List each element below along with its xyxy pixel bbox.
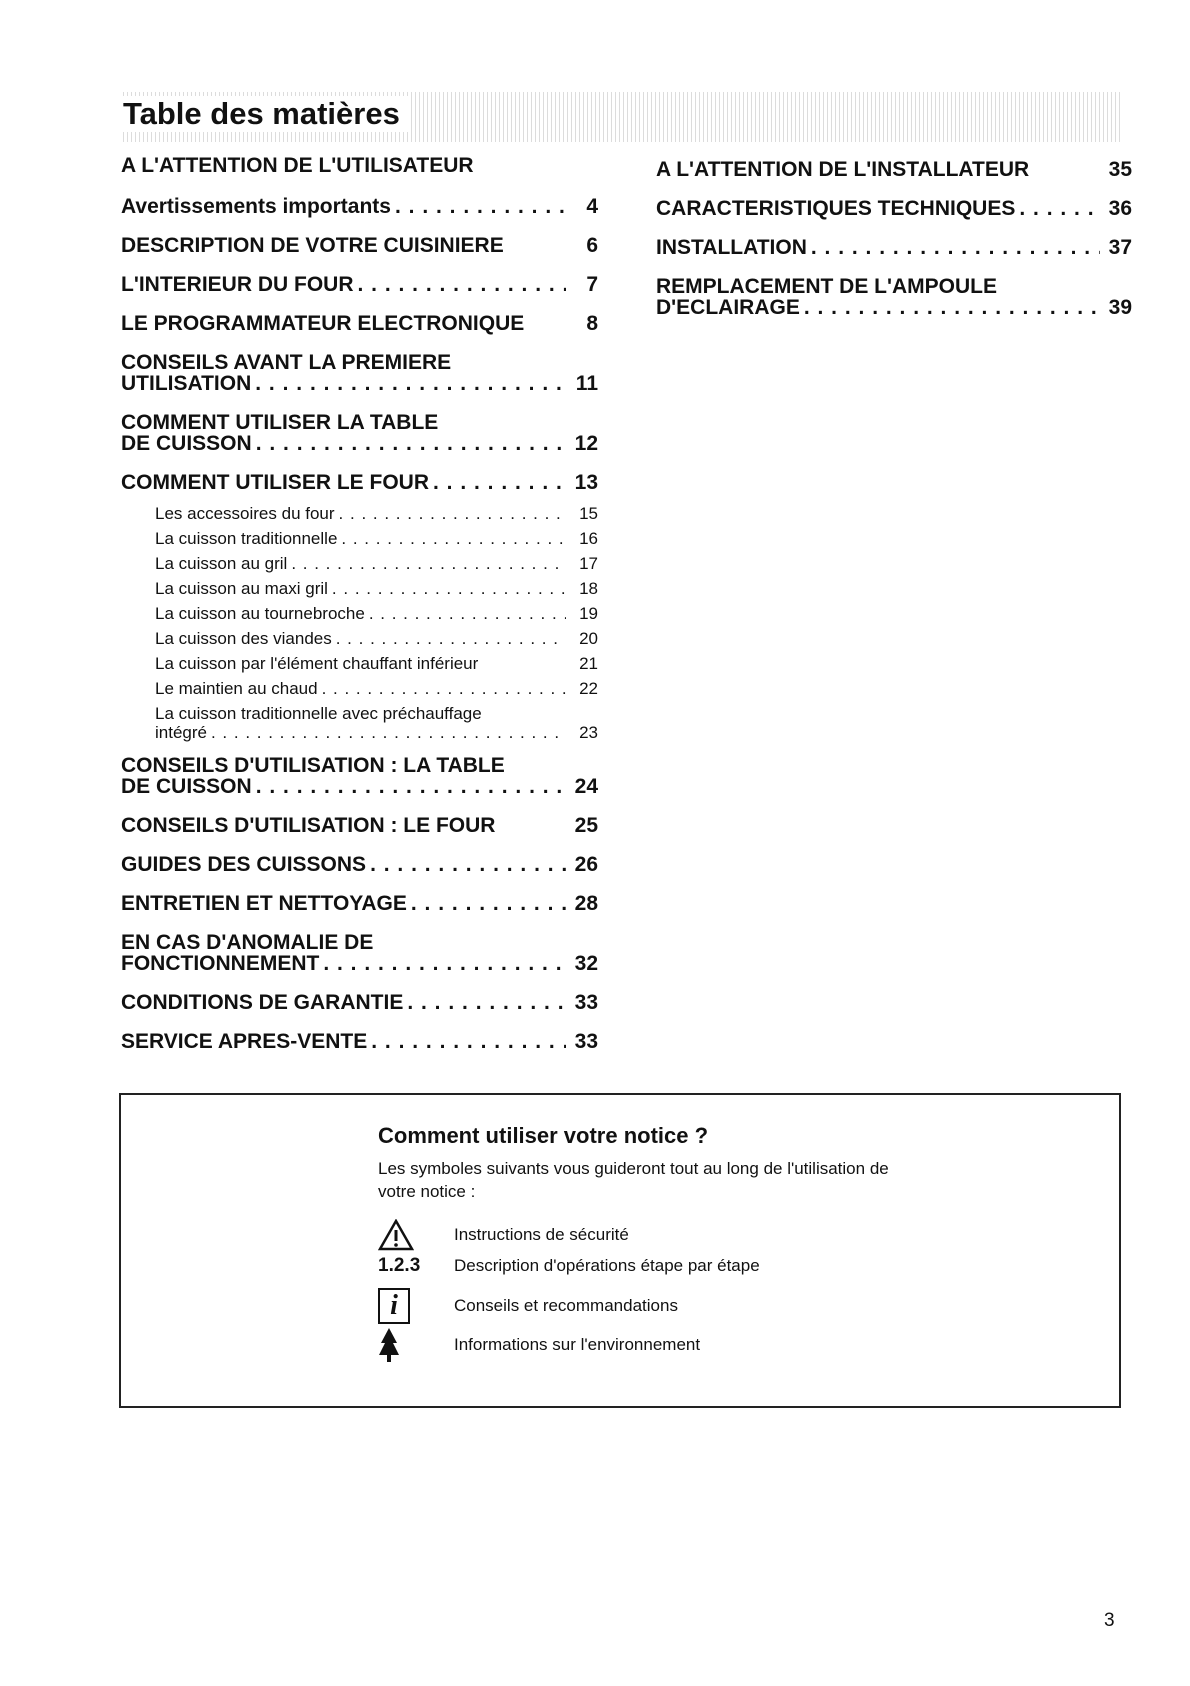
toc-entry-label: Avertissements importants [121,195,391,218]
steps-number: 1.2.3 [378,1255,421,1276]
page-title: Table des matières [123,96,410,132]
toc-subentry[interactable] [121,580,598,597]
symbol-text: Conseils et recommandations [454,1296,678,1315]
leader-dots [407,893,566,914]
toc-entry-page: 32 [574,952,598,975]
leader-dots [319,953,566,974]
warning-triangle-icon [378,1219,454,1251]
toc-entry-page: 13 [574,471,598,494]
leader-dots [391,196,566,217]
toc-subentry-label: La cuisson par l'élément chauffant inférieur [155,654,479,673]
tree-icon [378,1327,454,1363]
toc-entry-label: ENTRETIEN ET NETTOYAGE [121,892,407,915]
toc-subentry-page: 21 [579,654,598,673]
toc-entry[interactable] [121,235,598,256]
toc-entry-label: UTILISATION [121,372,252,395]
toc-subentry-page: 18 [579,579,598,598]
toc-subentry-page: 23 [579,723,598,742]
toc-entry-page: 36 [1108,197,1132,220]
toc-entry-page: 7 [586,273,598,296]
toc-entry-line1: CONSEILS AVANT LA PREMIERE [121,351,452,374]
toc-entry[interactable] [121,815,598,836]
toc-entry-page: 39 [1108,296,1132,319]
toc-entry[interactable] [656,159,1132,180]
toc-entry[interactable] [121,472,598,493]
toc-entry-line1: REMPLACEMENT DE L'AMPOULE [656,275,997,298]
toc-entry[interactable] [121,412,598,454]
toc-subentry[interactable] [121,555,598,572]
leader-dots [328,580,566,597]
toc-entry-label: L'INTERIEUR DU FOUR [121,273,354,296]
toc-subentry[interactable] [121,655,598,672]
toc-entry[interactable] [121,854,598,875]
toc-entry-label: DE CUISSON [121,775,252,798]
toc-subentry-page: 16 [579,529,598,548]
toc-subentry-line1: La cuisson traditionnelle avec préchauffage [155,704,482,723]
leader-dots [429,472,566,493]
toc-entry-label: GUIDES DES CUISSONS [121,853,367,876]
symbol-row [378,1288,678,1324]
toc-entry-page: 33 [574,1030,598,1053]
leader-dots [366,854,566,875]
toc-left-column [121,154,598,1070]
leader-dots [403,992,566,1013]
toc-subentry-label: La cuisson au gril [155,554,288,573]
toc-entry[interactable] [656,276,1132,318]
toc-subentry-page: 17 [579,554,598,573]
symbol-row [378,1255,760,1277]
toc-entry-label: D'ECLAIRAGE [656,296,800,319]
toc-entry-page: 8 [586,312,598,335]
toc-entry[interactable] [121,274,598,295]
toc-entry-page: 35 [1108,158,1132,181]
symbol-text: Instructions de sécurité [454,1225,629,1244]
toc-entry-label: INSTALLATION [656,236,807,259]
toc-subentry-label: Le maintien au chaud [155,679,318,698]
toc-entry[interactable] [121,755,598,797]
symbol-text: Description d'opérations étape par étape [454,1256,760,1275]
info-icon: i [378,1288,410,1324]
toc-entry[interactable] [121,196,598,217]
leader-dots [207,724,566,741]
leader-dots [252,433,566,454]
notice-title: Comment utiliser votre notice ? [378,1123,709,1148]
toc-entry-label: A L'ATTENTION DE L'INSTALLATEUR [656,158,1030,181]
toc-entry-page: 37 [1108,236,1132,259]
page-number: 3 [1104,1610,1115,1631]
leader-dots [335,505,566,522]
toc-subentry-label: La cuisson au tournebroche [155,604,365,623]
leader-dots [800,297,1100,318]
toc-entry-page: 6 [586,234,598,257]
toc-subentry[interactable] [121,530,598,547]
toc-right-column [656,159,1132,336]
toc-entry-label: CONDITIONS DE GARANTIE [121,991,404,1014]
leader-dots [365,605,566,622]
toc-subentries [121,505,598,741]
toc-entry-label: SERVICE APRES-VENTE [121,1030,368,1053]
symbol-row [378,1219,629,1251]
toc-entry-label: DE CUISSON [121,432,252,455]
toc-subentry-label: intégré [155,723,207,742]
toc-subentry-label: La cuisson des viandes [155,629,332,648]
toc-subentry-label: Les accessoires du four [155,504,335,523]
symbol-row [378,1327,700,1363]
notice-box [119,1093,1121,1408]
toc-subentry[interactable] [121,630,598,647]
toc-heading-user: A L'ATTENTION DE L'UTILISATEUR [121,154,474,177]
toc-subentry-page: 15 [579,504,598,523]
leader-dots [354,274,567,295]
toc-subentry-page: 19 [579,604,598,623]
toc-entry-page: 11 [575,372,598,395]
toc-entry-label: COMMENT UTILISER LE FOUR [121,471,429,494]
notice-intro: Les symboles suivants vous guideront tout au long de l'utilisation de votre notice : [378,1159,889,1201]
leader-dots [1015,198,1100,219]
toc-subentry[interactable] [121,724,598,741]
toc-subentry-page: 20 [579,629,598,648]
leader-dots [287,555,566,572]
toc-entry-label: CONSEILS D'UTILISATION : LE FOUR [121,814,496,837]
toc-entry[interactable] [121,352,598,394]
leader-dots [367,1031,566,1052]
leader-dots [318,680,566,697]
leader-dots [337,530,566,547]
toc-entry-page: 28 [574,892,598,915]
symbol-text: Informations sur l'environnement [454,1335,701,1354]
toc-entry[interactable] [121,313,598,334]
toc-entry-label: LE PROGRAMMATEUR ELECTRONIQUE [121,312,525,335]
leader-dots [807,237,1100,258]
toc-entry[interactable] [656,198,1132,219]
leader-dots [332,630,566,647]
toc-entry-page: 25 [574,814,598,837]
leader-dots [252,776,566,797]
toc-entry-page: 24 [574,775,598,798]
toc-subentry[interactable] [121,505,598,522]
toc-subentry[interactable] [121,605,598,622]
toc-entry-label: CARACTERISTIQUES TECHNIQUES [656,197,1016,220]
toc-entry[interactable] [656,237,1132,258]
toc-entry-page: 12 [574,432,598,455]
toc-entry-page: 33 [574,991,598,1014]
toc-entry-label: DESCRIPTION DE VOTRE CUISINIERE [121,234,504,257]
toc-entry-page: 4 [586,195,598,218]
toc-entry[interactable] [121,992,598,1013]
toc-entry-line1: COMMENT UTILISER LA TABLE [121,411,439,434]
toc-subentry-label: La cuisson au maxi gril [155,579,328,598]
toc-entry[interactable] [121,893,598,914]
toc-entry[interactable] [121,1031,598,1052]
toc-entry-page: 26 [574,853,598,876]
toc-entry-line1: CONSEILS D'UTILISATION : LA TABLE [121,754,505,777]
toc-subentry-label: La cuisson traditionnelle [155,529,338,548]
toc-entry-line1: EN CAS D'ANOMALIE DE [121,931,374,954]
toc-entry-label: FONCTIONNEMENT [121,952,320,975]
toc-entry[interactable] [121,932,598,974]
leader-dots [251,373,566,394]
toc-subentry-page: 22 [579,679,598,698]
toc-subentry[interactable] [121,680,598,697]
